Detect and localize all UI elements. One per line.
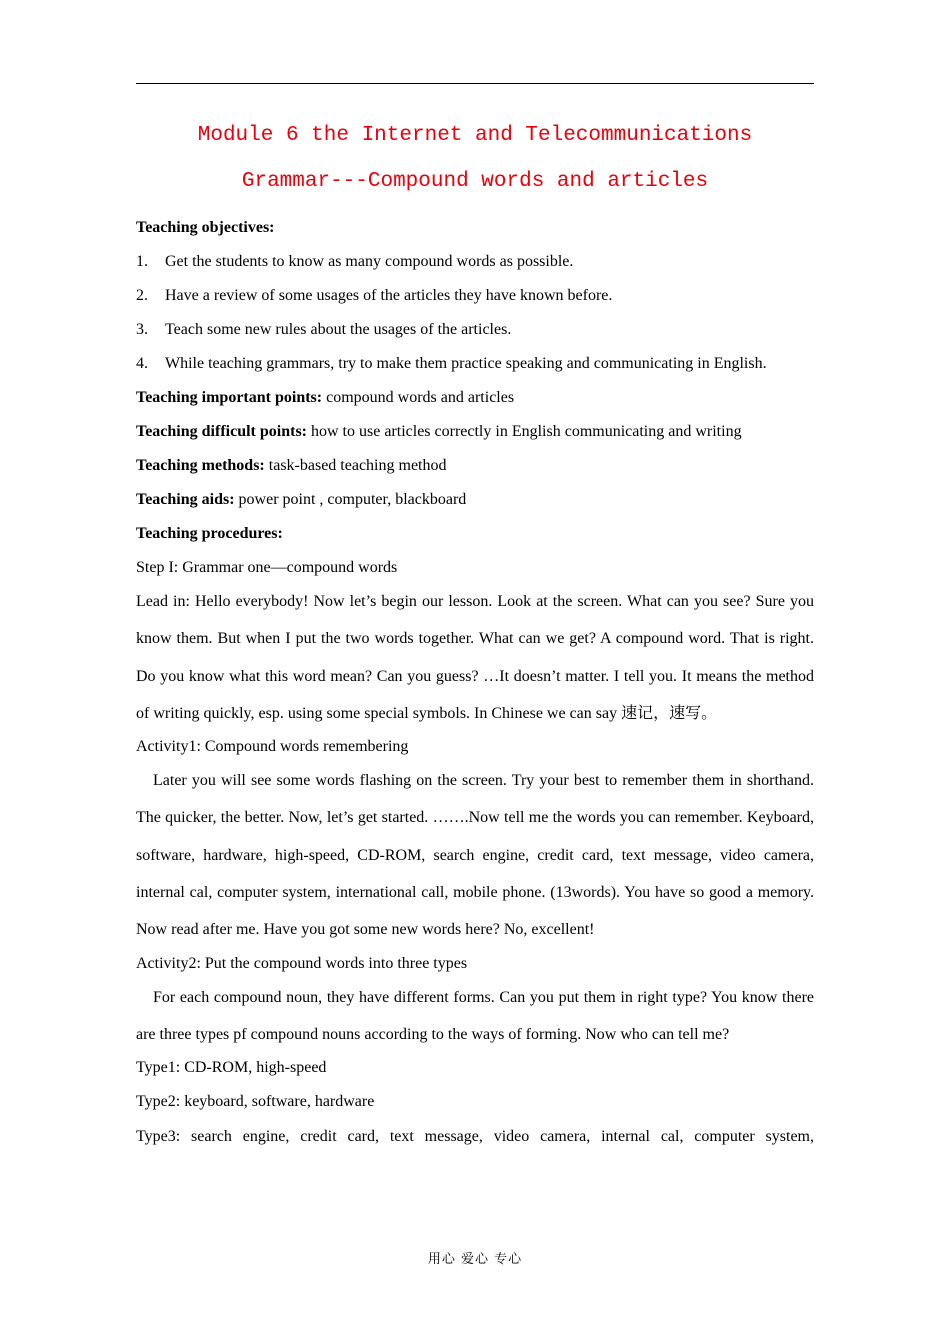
difficult-points-label: Teaching difficult points: — [136, 423, 307, 440]
activity2-heading: Activity2: Put the compound words into three types — [136, 954, 468, 972]
objective-text: Teach some new rules about the usages of the articles. — [165, 321, 512, 338]
methods-label: Teaching methods: — [136, 457, 265, 474]
teaching-methods — [136, 454, 814, 488]
teaching-aids — [136, 488, 814, 522]
important-points — [136, 386, 814, 420]
objective-text: Get the students to know as many compound words as possible. — [165, 253, 574, 270]
important-points-text: compound words and articles — [322, 389, 515, 406]
difficult-points — [136, 420, 814, 454]
objective-text: Have a review of some usages of the articles they have known before. — [165, 287, 613, 304]
page-footer: 用心 爱心 专心 — [427, 1252, 523, 1267]
procedures-heading: Teaching procedures: — [136, 525, 283, 542]
type1-line: Type1: CD-ROM, high-speed — [136, 1059, 327, 1077]
difficult-points-text: how to use articles correctly in English communicating and writing — [307, 423, 742, 440]
document-body — [136, 216, 814, 1159]
objectives-heading: Teaching objectives: — [136, 219, 275, 236]
type2-line: Type2: keyboard, software, hardware — [136, 1093, 375, 1111]
important-points-label: Teaching important points: — [136, 389, 323, 406]
activity1-heading: Activity1: Compound words remembering — [136, 738, 409, 756]
objective-item — [136, 318, 814, 352]
objective-number: 1. — [136, 253, 148, 270]
objective-number: 3. — [136, 321, 148, 338]
activity1-paragraph: Later you will see some words flashing on the screen. Try your best to remember them in shorthand. The quicker, the better. Now, let’s get started. …….Now tell me the words you can remember. Keyboard, software, hardware, high-speed, CD-ROM, search engine, credit card, text message, video camera, internal cal, computer system, international call, mobile phone. (13words). You have so good a memory. Now read after me. Have you got some new words here? No, excellent! — [136, 772, 814, 939]
document-subtitle: Grammar---Compound words and articles — [241, 170, 709, 193]
aids-text: power point , computer, blackboard — [234, 491, 467, 508]
objective-number: 4. — [136, 355, 148, 372]
methods-text: task-based teaching method — [264, 457, 447, 474]
aids-label: Teaching aids: — [136, 491, 235, 508]
lead-in-paragraph: Lead in: Hello everybody! Now let’s begin our lesson. Look at the screen. What can you see? Sure you know them. But when I put the two words together. What can we get? A compound word. That is right. Do you know what this word mean? Can you guess? …It doesn’t matter. I tell you. It means the method of writing quickly, esp. using some special symbols. In Chinese we can say 速记，速写。 — [136, 593, 814, 722]
objective-item — [136, 284, 814, 318]
objective-number: 2. — [136, 287, 148, 304]
objective-item — [136, 352, 814, 386]
activity2-paragraph: For each compound noun, they have different forms. Can you put them in right type? You know there are three types pf compound nouns according to the ways of forming. Now who can tell me? — [136, 988, 814, 1043]
document-title: Module 6 the Internet and Telecommunications — [197, 124, 753, 147]
objective-text: While teaching grammars, try to make them practice speaking and communicating in English. — [165, 355, 767, 372]
step-heading: Step I: Grammar one—compound words — [136, 559, 398, 576]
objective-item — [136, 250, 814, 284]
header-rule — [136, 83, 814, 84]
type3-line: Type3: search engine, credit card, text message, video camera, internal cal, computer system, — [136, 1128, 814, 1146]
